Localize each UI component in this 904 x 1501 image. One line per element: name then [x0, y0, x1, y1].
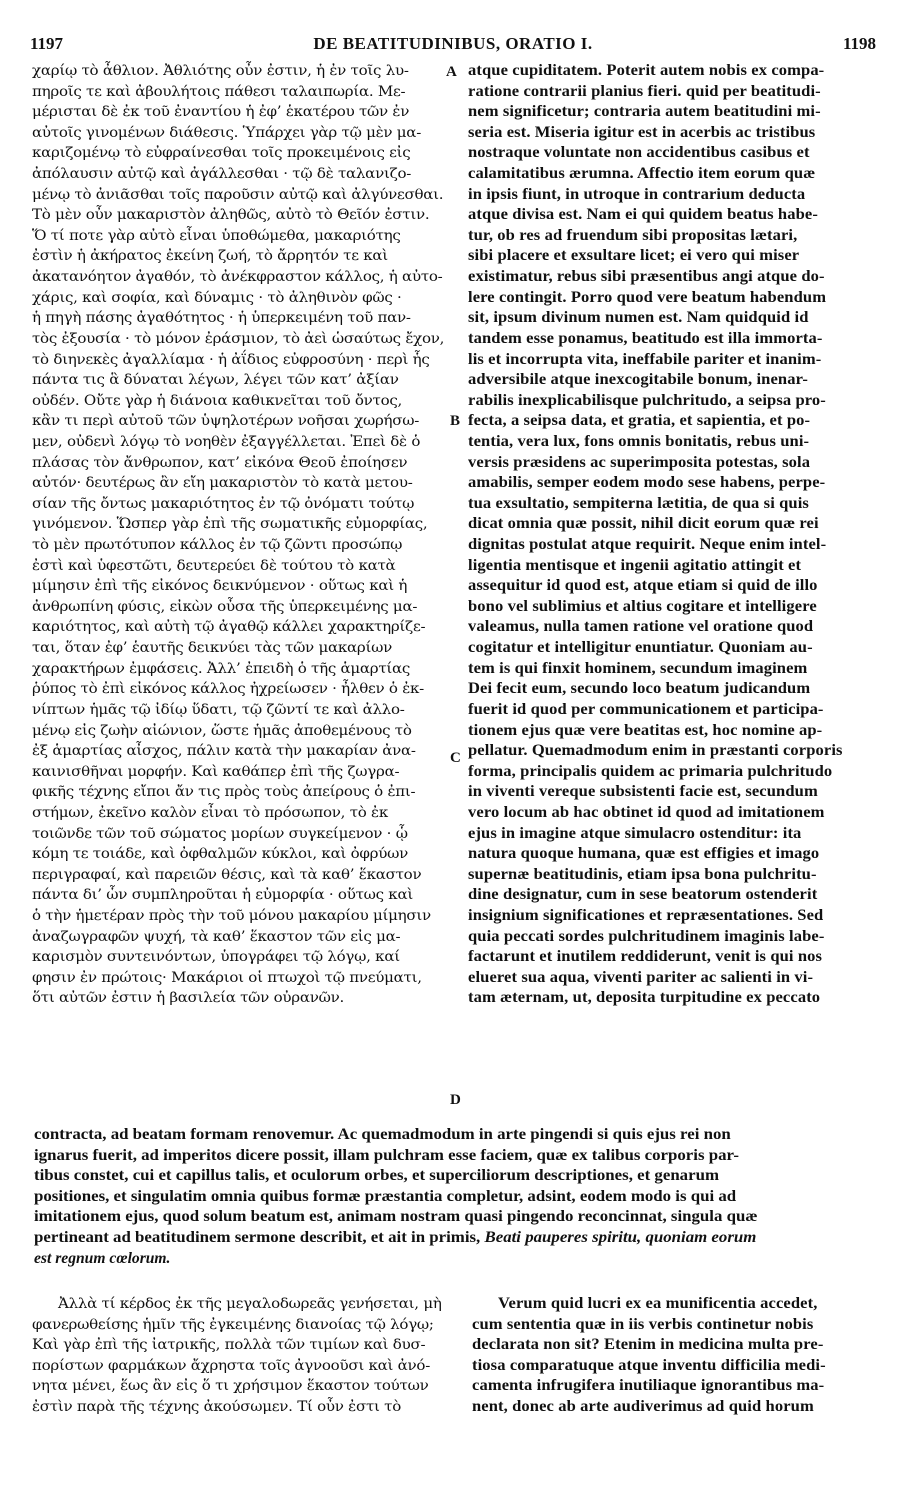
- text-line: nostraque voluntate non accidentibus casibus et: [468, 144, 810, 162]
- text-line: adversibile atque inexcogitabile bonum, inenar-: [468, 371, 809, 389]
- text-line: versis præsidens ac superimposita potestas, sola: [468, 453, 811, 471]
- text-line: vero locum ab hac obtinet id quod ad imitationem: [468, 803, 825, 821]
- latin-column-bottom: [472, 1294, 878, 1418]
- text-line: dignitas postulat atque requirit. Neque enim intel-: [468, 536, 827, 554]
- text-line: insignium significationes et repræsentationes. Sed: [468, 906, 824, 924]
- text-line: seria est. Miseria igitur est in acerbis ac tristibus: [468, 123, 816, 141]
- text-line: καριζομένῳ τὸ εὐφραίνεσθαι τοῖς προκειμένοις εἰς: [32, 145, 411, 162]
- text-line: Verum quid lucri ex ea munificentia accedet,: [498, 1295, 818, 1312]
- text-line: elueret sua aqua, viventi pariter ac salienti in vi-: [468, 968, 814, 986]
- fullwidth-line-with-quote: [34, 1228, 872, 1249]
- text-line: Καὶ γὰρ ἐπὶ τῆς ἰατρικῆς, πολλὰ τῶν τιμίων καὶ δυσ-: [32, 1337, 426, 1354]
- text-line: περιγραφαί, καὶ παρειῶν θέσις, καὶ τὰ καθ’ ἕκαστον: [32, 866, 422, 883]
- fullwidth-line: positiones, et singulatim omnia quibus formæ præstantia completur, adsint, eodem modo is qui ad: [34, 1187, 737, 1205]
- text-line: χαρίῳ τὸ ἆθλιον. Ἀθλιότης οὖν ἐστιν, ἡ ἐν τοῖς λυ-: [32, 63, 409, 79]
- text-line: ἡ πηγὴ πάσης ἀγαθότητος · ἡ ὑπερκειμένη τοῦ παν-: [32, 310, 411, 327]
- text-line: ὁ τὴν ἡμετέραν πρὸς τὴν τοῦ μόνου μακαρίου μίμησιν: [32, 907, 431, 924]
- running-header: [30, 34, 876, 56]
- text-line: tentia, vera lux, fons omnis bonitatis, rebus uni-: [468, 432, 810, 450]
- text-line: καρισμὸν συντεινόντων, ὑπογράφει τῷ λόγῳ, καί: [32, 949, 400, 966]
- text-line: existimatur, rebus sibi præsentibus angi atque do-: [468, 268, 825, 286]
- text-line: αὐτόν· δευτέρως ἂν εἴη μακαριστὸν τὸ κατὰ μετου-: [32, 475, 413, 492]
- greek-column-bottom: [32, 1294, 460, 1418]
- text-line: πορίστων φαρμάκων ἄχρηστα τοῖς ἀγνοοῦσι καὶ ἀνό-: [32, 1357, 431, 1374]
- text-line: χάρις, καὶ σοφία, καὶ δύναμις · τὸ ἀληθινὸν φῶς ·: [32, 289, 402, 306]
- text-line: tam æternam, ut, deposita turpitudine ex peccato: [468, 989, 821, 1007]
- text-line: atque divisa est. Nam ei qui quidem beatus habe-: [468, 206, 818, 224]
- text-line: νητα μένει, ἕως ἂν εἰς ὅ τι χρήσιμον ἕκαστον τούτων: [32, 1378, 429, 1395]
- text-line: μίμησιν ἐπὶ τῆς εἰκόνος δεικνύμενον · οὕτως καὶ ἡ: [32, 578, 408, 595]
- text-line: ἀπόλαυσιν αὐτῷ καὶ ἀγάλλεσθαι · τῷ δὲ ταλανιζο-: [32, 166, 412, 183]
- text-line: nem significetur; contraria autem beatitudini mi-: [468, 103, 821, 121]
- text-line: natura quoque humana, quæ est effigies et imago: [468, 845, 820, 863]
- text-line: supernæ beatitudinis, etiam ipsa bona pulchritu-: [468, 865, 817, 883]
- text-line: ὅτι αὐτῶν ἐστιν ἡ βασιλεία τῶν οὐρανῶν.: [32, 990, 344, 1007]
- text-line: ἐξ ἁμαρτίας αἶσχος, πάλιν κατὰ τὴν μακαρίαν ἀνα-: [32, 743, 416, 760]
- text-line: tionem ejus quæ vere beatitas est, hoc nomine ap-: [468, 721, 823, 739]
- text-line: χαρακτήρων ἐμφάσεις. Ἀλλ’ ἐπειδὴ ὁ τῆς ἁμαρτίας: [32, 660, 411, 677]
- text-line: declarata non sit? Etenim in medicina multa pre-: [472, 1336, 824, 1354]
- fullwidth-line: ignarus fuerit, ad imperitos dicere possit, illam pulchram esse faciem, quæ ex talibus corporis par-: [34, 1146, 739, 1164]
- text-line: στήμων, ἐκεῖνο καλὸν εἶναι τὸ πρόσωπον, τὸ ἐκ: [32, 804, 389, 821]
- text-line: Dei fecit eum, secundo loco beatum judicandum: [468, 680, 811, 698]
- text-line: τὸς ἐξουσία · τὸ μόνον ἐράσμιον, τὸ ἀεὶ ὡσαύτως ἔχον,: [32, 330, 445, 347]
- text-line: μέρισται δὲ ἐκ τοῦ ἐναντίου ἡ ἐφ’ ἑκατέρου τῶν ἐν: [32, 104, 410, 121]
- running-title: DE BEATITUDINIBUS, ORATIO I.: [313, 34, 593, 53]
- text-line: fuerit id quod per communicationem et participa-: [468, 700, 824, 718]
- text-line: tiosa comparatuque atque inventu difficilia medi-: [472, 1356, 826, 1374]
- text-line: ligentia mentisque et ingenii agitatio attingit et: [468, 556, 802, 574]
- text-line: bono vel sublimius et altius cogitare et intelligere: [468, 597, 817, 615]
- text-line: καριότητος, καὶ αὐτὴ τῷ ἀγαθῷ κάλλει χαρακτηρίζε-: [32, 619, 426, 636]
- latin-column-top: [468, 61, 878, 1009]
- page-number-left: 1197: [30, 34, 64, 53]
- text-line: μεν, οὐδενὶ λόγῳ τὸ νοηθὲν ἐξαγγέλλεται. Ἐπεὶ δὲ ὁ: [32, 433, 421, 450]
- margin-letter-c: C: [450, 750, 461, 766]
- text-line: amabilis, semper eodem modo sese habens, perpe-: [468, 474, 826, 492]
- text-line: νίπτων ἡμᾶς τῷ ἰδίῳ ὕδατι, τῷ ζῶντί τε καὶ ἀλλο-: [32, 701, 405, 718]
- margin-letter-d: D: [450, 1092, 461, 1108]
- text-line: ἀνθρωπίνη φύσις, εἰκὼν οὖσα τῆς ὑπερκειμένης μα-: [32, 598, 418, 615]
- text-line: tur, ob res ad fruendum sibi propositas lætari,: [468, 226, 798, 244]
- text-line: ἀναζωγραφῶν ψυχή, τὰ καθ’ ἕκαστον τῶν εἰς μα-: [32, 928, 401, 945]
- latin-fullwidth-paragraph: [34, 1125, 872, 1269]
- fullwidth-line-quote-end: [34, 1249, 872, 1270]
- text-line: φησιν ἐν πρώτοις· Μακάριοι οἱ πτωχοὶ τῷ πνεύματι,: [32, 969, 422, 986]
- text-line: ται, ὅταν ἐφ’ ἑαυτῆς δεικνύει τὰς τῶν μακαρίων: [32, 640, 392, 657]
- text-line: καινισθῆναι μορφήν. Καὶ καθάπερ ἐπὶ τῆς ζωγρα-: [32, 763, 400, 780]
- text-line: μένῳ τὸ ἀνιᾶσθαι τοῖς παροῦσιν αὐτῷ καὶ ἀλγύνεσθαι.: [32, 186, 444, 203]
- fullwidth-line: imitationem ejus, quod solum beatum est, animam nostram quasi pingendo reconcinnat, singula quæ: [34, 1208, 758, 1226]
- text-line: nent, donec ab arte audiverimus ad quid horum: [472, 1398, 814, 1416]
- text-line: πηροῖς τε καὶ ἀβουλήτοις πάθεσι ταλαιπωρία. Με-: [32, 83, 406, 100]
- text-line: τοιῶνδε τῶν τοῦ σώματος μορίων συγκείμενον · ᾧ: [32, 825, 408, 842]
- text-line: fecta, a seipsa data, et gratia, et sapientia, et po-: [468, 412, 811, 430]
- text-line: πλάσας τὸν ἄνθρωπον, κατ’ εἰκόνα Θεοῦ ἐποίησεν: [32, 454, 408, 471]
- text-line: tem is qui finxit hominem, secundum imaginem: [468, 659, 808, 677]
- margin-letter-b: B: [450, 413, 461, 429]
- text-line: Τὸ μὲν οὖν μακαριστὸν ἀληθῶς, αὐτὸ τὸ Θεῖόν ἐστιν.: [32, 207, 430, 224]
- text-line: κόμη τε τοιάδε, καὶ ὀφθαλμῶν κύκλοι, καὶ ὀφρύων: [32, 846, 409, 863]
- text-line: dicat omnia quæ possit, nihil dicit eorum quæ rei: [468, 515, 819, 533]
- text-line: tandem esse ponamus, beatitudo est illa immorta-: [468, 329, 823, 347]
- text-line: quia peccati sordes pulchritudinem imaginis labe-: [468, 927, 825, 945]
- text-line: sit, ipsum divinum numen est. Nam quidquid id: [468, 309, 809, 327]
- page-number-right: 1198: [842, 34, 876, 53]
- fullwidth-line-text: pertineant ad beatitudinem sermone describit, et ait in primis,: [34, 1228, 481, 1246]
- scripture-quote: Beati pauperes spiritu, quoniam eorum: [484, 1228, 757, 1246]
- text-line: valeamus, nulla tamen ratione vel oratione quod: [468, 618, 814, 636]
- text-line: cum sententia quæ in iis verbis continetur nobis: [472, 1315, 814, 1333]
- text-line: assequitur id quod est, atque etiam si quid de illo: [468, 577, 818, 595]
- text-line: atque cupiditatem. Poterit autem nobis ex compa-: [468, 62, 825, 79]
- margin-letter-a: A: [446, 64, 457, 80]
- text-line: camenta infrugifera inutiliaque ignorantibus ma-: [472, 1377, 825, 1395]
- text-line: in viventi vereque subsistenti facie est, secundum: [468, 783, 818, 801]
- text-line: ratione contrarii planius fieri. quid per beatitudi-: [468, 82, 821, 100]
- text-line: sibi placere et exsultare licet; ei vero qui miser: [468, 247, 800, 265]
- scripture-quote-end: est regnum cœlorum.: [34, 1249, 171, 1267]
- text-line: ἐστὶν παρὰ τῆς τέχνης ἀκούσωμεν. Τί οὖν ἐστι τὸ: [32, 1399, 402, 1416]
- text-line: φικῆς τέχνης εἴποι ἄν τις πρὸς τοὺς ἀπείρους ὁ ἐπι-: [32, 784, 416, 801]
- text-line: dine designatur, cum in sese beatorum ostenderit: [468, 886, 818, 904]
- text-line: ῥύπος τὸ ἐπὶ εἰκόνος κάλλος ἠχρείωσεν · ἦλθεν ὁ ἐκ-: [32, 681, 424, 698]
- fullwidth-line: tibus constet, cui et capillus talis, et oculorum orbes, et superciliorum descriptiones, et genarum: [34, 1167, 719, 1185]
- text-line: φανερωθείσης ἡμῖν τῆς ἐγκειμένης διανοίας τῷ λόγῳ;: [32, 1316, 434, 1333]
- fullwidth-line: contracta, ad beatam formam renovemur. Ac quemadmodum in arte pingendi si quis ejus rei non: [34, 1126, 731, 1143]
- text-line: factarunt et inutilem reddiderunt, venit is qui nos: [468, 948, 823, 966]
- text-line: pellatur. Quemadmodum enim in præstanti corporis: [468, 742, 843, 760]
- text-line: calamitatibus ærumna. Affectio item eorum quæ: [468, 165, 816, 183]
- text-line: Ἀλλὰ τί κέρδος ἐκ τῆς μεγαλοδωρεᾶς γενήσεται, μὴ: [58, 1296, 442, 1312]
- text-line: ἐστὶν ἡ ἀκήρατος ἐκείνη ζωή, τὸ ἄρρητόν τε καὶ: [32, 248, 388, 265]
- text-line: ἀκατανόητον ἀγαθόν, τὸ ἀνέκφραστον κάλλος, ἡ αὐτο-: [32, 269, 443, 286]
- text-line: rabilis inexplicabilisque pulchritudo, a seipsa pro-: [468, 391, 826, 409]
- text-line: σίαν τῆς ὄντως μακαριότητος ἐν τῷ ὀνόματι τούτῳ: [32, 495, 415, 512]
- text-line: in ipsis fiunt, in utroque in contrarium deducta: [468, 185, 806, 203]
- text-line: αὐτοῖς γινομένων διάθεσις. Ὑπάρχει γὰρ τῷ μὲν μα-: [32, 124, 422, 141]
- text-line: πάντα δι’ ὧν συμπληροῦται ἡ εὐμορφία · οὕτως καὶ: [32, 887, 413, 904]
- text-line: οὐδέν. Οὔτε γὰρ ἡ διάνοια καθικνεῖται τοῦ ὄντος,: [32, 392, 403, 409]
- text-line: κἂν τι περὶ αὐτοῦ τῶν ὑψηλοτέρων νοῆσαι χωρήσω-: [32, 413, 420, 430]
- text-line: tua exsultatio, sempiterna lætitia, de qua si quis: [468, 494, 809, 512]
- greek-column-top: [32, 61, 460, 1009]
- text-line: ejus in imagine atque simulacro ostenditur: ita: [468, 824, 802, 842]
- text-line: μένῳ εἰς ζωὴν αἰώνιον, ὥστε ἡμᾶς ἀποθεμένους τὸ: [32, 722, 412, 739]
- text-line: Ὅ τί ποτε γὰρ αὐτὸ εἶναι ὑποθώμεθα, μακαριότης: [32, 227, 401, 244]
- text-line: lis et incorrupta vita, ineffabile pariter et inanim-: [468, 350, 822, 368]
- text-line: τὸ διηνεκὲς ἀγαλλίαμα · ἡ ἀΐδιος εὐφροσύνη · περὶ ἧς: [32, 351, 430, 368]
- text-line: πάντα τις ἃ δύναται λέγων, λέγει τῶν κατ’ ἀξίαν: [32, 372, 399, 389]
- text-line: lere contingit. Porro quod vere beatum habendum: [468, 288, 827, 306]
- text-line: forma, principalis quidem ac primaria pulchritudo: [468, 762, 833, 780]
- text-line: τὸ μὲν πρωτότυπον κάλλος ἐν τῷ ζῶντι προσώπῳ: [32, 537, 403, 554]
- text-line: γινόμενον. Ὥσπερ γὰρ ἐπὶ τῆς σωματικῆς εὐμορφίας,: [32, 516, 428, 533]
- text-line: ἐστὶ καὶ ὑφεστῶτι, δευτερεύει δὲ τούτου τὸ κατὰ: [32, 557, 396, 574]
- text-line: cogitatur et intelligitur enuntiatur. Quoniam au-: [468, 639, 813, 657]
